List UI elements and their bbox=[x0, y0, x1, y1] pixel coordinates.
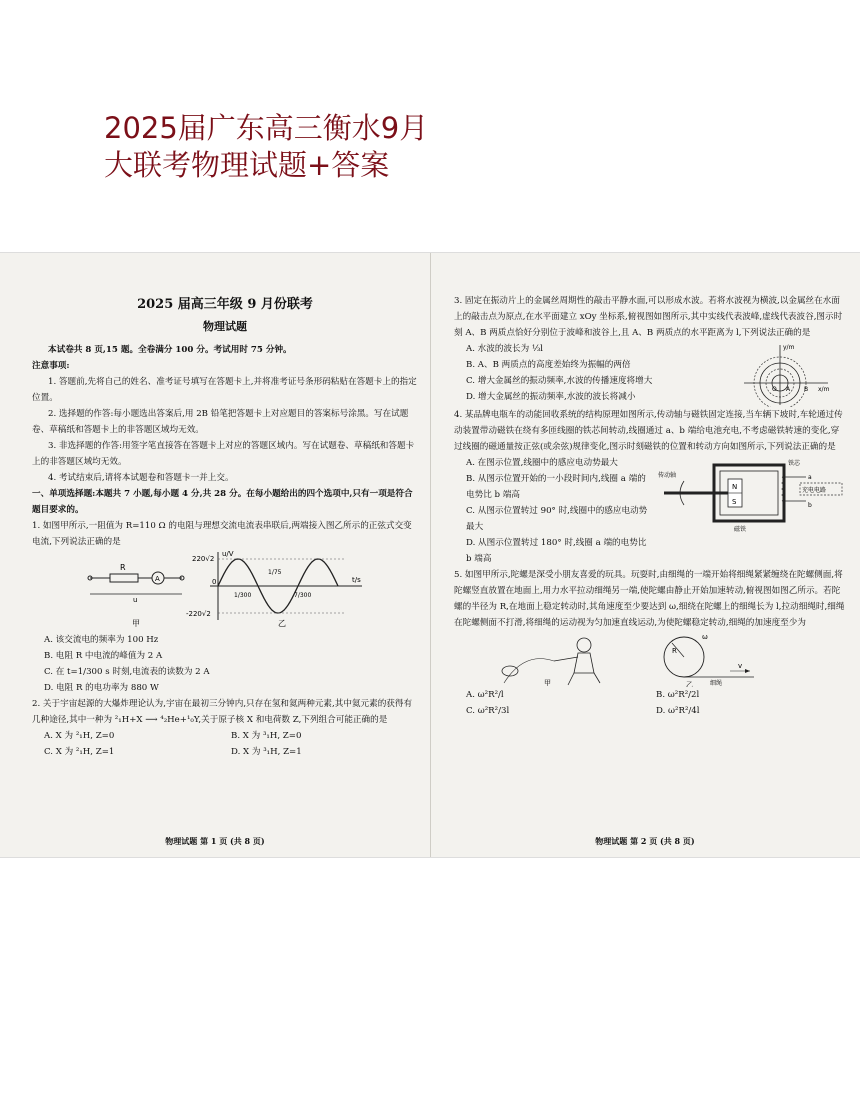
q5-options bbox=[454, 687, 846, 703]
q1-option: A. 该交流电的频率为 100 Hz bbox=[44, 635, 159, 645]
svg-text:1/75: 1/75 bbox=[268, 569, 282, 576]
q3-option: D. 增大金属丝的振动频率,水波的波长将减小 bbox=[466, 392, 636, 402]
q5-options bbox=[454, 703, 846, 719]
notice-title: 注意事项: bbox=[32, 361, 70, 371]
svg-text:y/m: y/m bbox=[783, 344, 795, 351]
svg-text:乙: 乙 bbox=[686, 681, 693, 687]
q1-option: B. 电阻 R 中电流的峰值为 2 A bbox=[44, 651, 163, 661]
svg-text:甲: 甲 bbox=[544, 679, 551, 687]
svg-text:细绳: 细绳 bbox=[710, 680, 723, 687]
q5-option: B. ω²R²/2l bbox=[656, 690, 700, 700]
q4-option: B. 从图示位置开始的一小段时间内,线圈 a 端的电势比 b 端高 bbox=[466, 474, 646, 500]
svg-text:0: 0 bbox=[212, 578, 217, 586]
exam-page-1 bbox=[0, 253, 430, 857]
q5-top-figure bbox=[454, 631, 834, 687]
question-4: 4. 某品牌电瓶车的动能回收系统的结构原理如图所示,传动轴与磁铁固定连接,当车辆下坡时,车轮通过传动装置带动磁铁在绕有多匝线圈的铁芯间转动,线圈通过 a、b 端给电池充电,不考虑磁铁转速的变化,穿过线圈的磁通量按正弦(或余弦)规律变化,图示时刻磁铁的位置和转动方向如图所示,下列说法正确的是 bbox=[454, 410, 843, 452]
circuit-diagram bbox=[88, 563, 184, 628]
q1-option: D. 电阻 R 的电功率为 880 W bbox=[44, 683, 159, 693]
sine-graph bbox=[186, 550, 362, 628]
exam-page-2 bbox=[430, 253, 860, 857]
svg-text:1/300: 1/300 bbox=[234, 592, 252, 599]
notice-item: 3. 非选择题的作答:用签字笔直接答在答题卡上对应的答题区域内。写在试题卷、草稿纸和答题卡上的非答题区域均无效。 bbox=[32, 441, 415, 467]
q5-option: A. ω²R²/l bbox=[466, 690, 504, 700]
exam-title: 2025 届高三年级 9 月份联考 bbox=[137, 297, 313, 312]
section-heading: 一、单项选择题:本题共 7 小题,每小题 4 分,共 28 分。在每小题给出的四个选项中,只有一项是符合题目要求的。 bbox=[32, 489, 413, 515]
notice-item: 4. 考试结束后,请将本试题卷和答题卡一并上交。 bbox=[48, 473, 234, 483]
question-1: 1. 如图甲所示,一阻值为 R=110 Ω 的电阻与理想交流电流表串联后,两端接入图乙所示的正弦式交变电流,下列说法正确的是 bbox=[32, 521, 412, 547]
svg-text:u/V: u/V bbox=[222, 550, 234, 558]
q2-option: C. X 为 ²₁H, Z=1 bbox=[44, 747, 115, 757]
exam-scan bbox=[0, 252, 860, 858]
subject-title: 物理试题 bbox=[203, 320, 247, 333]
q4-option: C. 从图示位置转过 90° 时,线圈中的感应电动势最大 bbox=[466, 506, 648, 532]
page-footer: 物理试题 第 2 页 (共 8 页) bbox=[595, 836, 695, 846]
svg-text:甲: 甲 bbox=[132, 619, 140, 628]
svg-text:u: u bbox=[133, 596, 138, 604]
q2-option: A. X 为 ²₁H, Z=0 bbox=[44, 731, 115, 741]
q3-option: A. 水波的波长为 ⅓l bbox=[466, 344, 544, 354]
q1-option: C. 在 t=1/300 s 时刻,电流表的读数为 2 A bbox=[44, 667, 210, 677]
notice-item: 2. 选择题的作答:每小题选出答案后,用 2B 铅笔把答题卡上对应题目的答案标号涂黑。写在试题卷、草稿纸和答题卡上的非答题区域均无效。 bbox=[32, 409, 409, 435]
q5-option: C. ω²R²/3l bbox=[466, 706, 510, 716]
q1-figure bbox=[32, 550, 412, 632]
svg-text:-220√2: -220√2 bbox=[186, 610, 211, 618]
svg-text:B: B bbox=[804, 386, 809, 393]
document-title: 2025届广东高三衡水9月大联考物理试题+答案 bbox=[104, 111, 429, 182]
svg-text:v: v bbox=[738, 662, 743, 670]
q4-option: A. 在图示位置,线圈中的感应电动势最大 bbox=[466, 458, 618, 468]
q2-option: D. X 为 ³₁H, Z=1 bbox=[231, 747, 302, 757]
svg-text:7/300: 7/300 bbox=[294, 592, 312, 599]
svg-text:A: A bbox=[786, 386, 791, 393]
svg-text:R: R bbox=[672, 647, 677, 655]
question-2: 2. 关于宇宙起源的大爆炸理论认为,宇宙在最初三分钟内,只存在氢和氦两种元素,其中氦元素的获得有几种途径,其中一种为 ²₁H+X ⟶ ⁴₂He+¹₀Y,关于原子核 X 和电荷数 Z,下列组合可能正确的是 bbox=[32, 699, 413, 725]
svg-text:磁铁: 磁铁 bbox=[734, 526, 747, 533]
svg-text:S: S bbox=[732, 498, 737, 506]
q2-options bbox=[32, 744, 418, 760]
svg-text:220√2: 220√2 bbox=[192, 555, 215, 563]
child-with-top bbox=[502, 638, 600, 687]
svg-text:b: b bbox=[808, 502, 812, 509]
svg-text:ω: ω bbox=[702, 633, 708, 641]
svg-text:R: R bbox=[120, 563, 126, 572]
svg-text:t/s: t/s bbox=[352, 576, 361, 584]
top-view bbox=[664, 633, 754, 687]
svg-text:铁芯: 铁芯 bbox=[788, 460, 801, 467]
svg-text:充电电路: 充电电路 bbox=[802, 487, 827, 494]
q3-wave-figure bbox=[734, 341, 834, 407]
svg-text:a: a bbox=[808, 474, 812, 481]
q2-option: B. X 为 ³₁H, Z=0 bbox=[231, 731, 302, 741]
svg-text:传动轴: 传动轴 bbox=[658, 472, 677, 479]
notice-item: 1. 答题前,先将自己的姓名、准考证号填写在答题卡上,并将准考证号条形码粘贴在答题卡上的指定位置。 bbox=[32, 377, 417, 403]
svg-text:O: O bbox=[772, 386, 777, 393]
question-3: 3. 固定在振动片上的金属丝周期性的敲击平静水面,可以形成水波。若将水波视为横波,以金属丝在水面上的敲击点为原点,在水平面建立 xOy 坐标系,俯视图如图所示,其中实线代表波峰,虚线代表波谷,图示时刻 A、B 两质点恰好分别位于波峰和波谷上,且 A、B 两质点的水平距离为 l,下列说法正确的是 bbox=[454, 296, 843, 338]
q2-options bbox=[32, 728, 418, 744]
q5-option: D. ω²R²/4l bbox=[656, 706, 700, 716]
q4-option: D. 从图示位置转过 180° 时,线圈 a 端的电势比 b 端高 bbox=[466, 538, 647, 564]
exam-intro: 本试卷共 8 页,15 题。全卷满分 100 分。考试用时 75 分钟。 bbox=[48, 345, 292, 355]
page-footer: 物理试题 第 1 页 (共 8 页) bbox=[165, 836, 265, 846]
question-5: 5. 如图甲所示,陀螺是深受小朋友喜爱的玩具。玩耍时,由细绳的一端开始将细绳紧紧缠绕在陀螺侧面,将陀螺竖直放置在地面上,用力水平拉动细绳另一端,使陀螺由静止开始加速转动,俯视图如图乙所示。若陀螺的半径为 R,在地面上稳定转动时,其角速度至少要达到 ω,细绕在陀螺上的细绳长为 l,拉动细绳时,细绳在陀螺侧面不打滑,将细绳的运动视为匀加速直线运动,为使陀螺稳定转动,细绳的加速度至少为 bbox=[454, 570, 845, 628]
q3-option: B. A、B 两质点的高度差始终为振幅的两倍 bbox=[466, 360, 631, 370]
q3-option: C. 增大金属丝的振动频率,水波的传播速度将增大 bbox=[466, 376, 653, 386]
svg-text:N: N bbox=[732, 483, 738, 491]
q4-generator-figure bbox=[654, 455, 844, 535]
svg-text:A: A bbox=[155, 575, 160, 583]
svg-text:乙: 乙 bbox=[278, 619, 286, 628]
svg-text:x/m: x/m bbox=[818, 386, 830, 393]
